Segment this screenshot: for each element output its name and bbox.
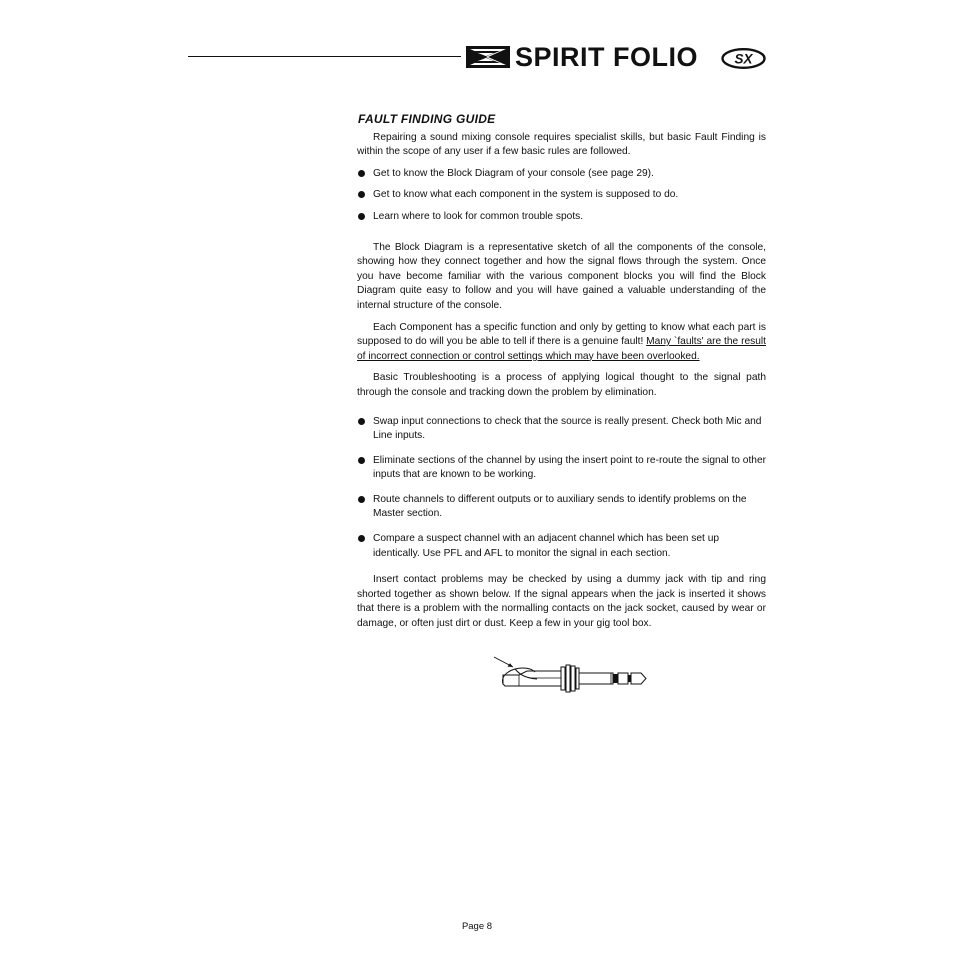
header-rule: [188, 56, 461, 57]
insert-contact-paragraph: Insert contact problems may be checked by using a dummy jack with tip and ring shorted together as shown below. If the signal appears when the jack is inserted it shows that there is a problem with the normalling contacts on the jack socket, caused by wear or damage, or often just dirt or dust. Keep a few in your gig tool box.: [357, 574, 766, 630]
bullet-icon: [358, 418, 365, 425]
brand-logo: [466, 42, 766, 72]
steps-list: [357, 415, 766, 562]
badge-text: SX: [734, 51, 753, 67]
bullet-icon: [358, 457, 365, 464]
bullet-icon: [358, 213, 365, 220]
component-paragraph: Each Component has a specific function and only by getting to know what each part is supposed to do will you be able to tell if there is a genuine fault! Many `faults' are the result of incorrect connection or control settings which may have been overlooked.: [357, 321, 766, 362]
spirit-flag-icon: [466, 46, 510, 68]
list-item: Eliminate sections of the channel by using the insert point to re-route the signal to other inputs that are known to be working.: [357, 454, 766, 483]
bullet-icon: [358, 496, 365, 503]
bullet-icon: [358, 170, 365, 177]
list-item: Route channels to different outputs or to auxiliary sends to identify problems on the Master section.: [357, 493, 766, 522]
intro-paragraph: Repairing a sound mixing console requires specialist skills, but basic Fault Finding is within the scope of any user if a few basic rules are followed.: [357, 131, 766, 158]
brand-name: SPIRIT FOLIO: [515, 42, 699, 72]
rules-list: [357, 167, 766, 225]
page-number: Page 8: [461, 921, 493, 932]
bullet-icon: [358, 191, 365, 198]
troubleshooting-paragraph: Basic Troubleshooting is a process of applying logical thought to the signal path through the console and tracking down the problem by elimination.: [357, 372, 766, 398]
list-item: Get to know what each component in the system is supposed to do.: [357, 188, 766, 203]
sx-badge-icon: [721, 48, 766, 69]
list-item: Learn where to look for common trouble spots.: [357, 210, 766, 225]
section-title: FAULT FINDING GUIDE: [358, 112, 496, 126]
dummy-jack-illustration: [491, 654, 651, 694]
block-diagram-paragraph: The Block Diagram is a representative sketch of all the components of the console, showing how they connect together and how the signal flows through the system. Once you have become familiar with the various component blocks you will find the Block Diagram quite easy to follow and you will have gained a valuable understanding of the internal structure of the console.: [357, 241, 766, 311]
bullet-icon: [358, 535, 365, 542]
fault-finding-section: [357, 112, 766, 639]
list-item: Compare a suspect channel with an adjacent channel which has been set up identically. Use PFL and AFL to monitor the signal in each section.: [357, 532, 766, 561]
list-item: Get to know the Block Diagram of your console (see page 29).: [357, 167, 766, 182]
list-item: Swap input connections to check that the source is really present. Check both Mic and Line inputs.: [357, 415, 766, 444]
underlined-warning: Many `faults' are the result of incorrect connection or control settings which may have been overlooked.: [357, 336, 766, 362]
